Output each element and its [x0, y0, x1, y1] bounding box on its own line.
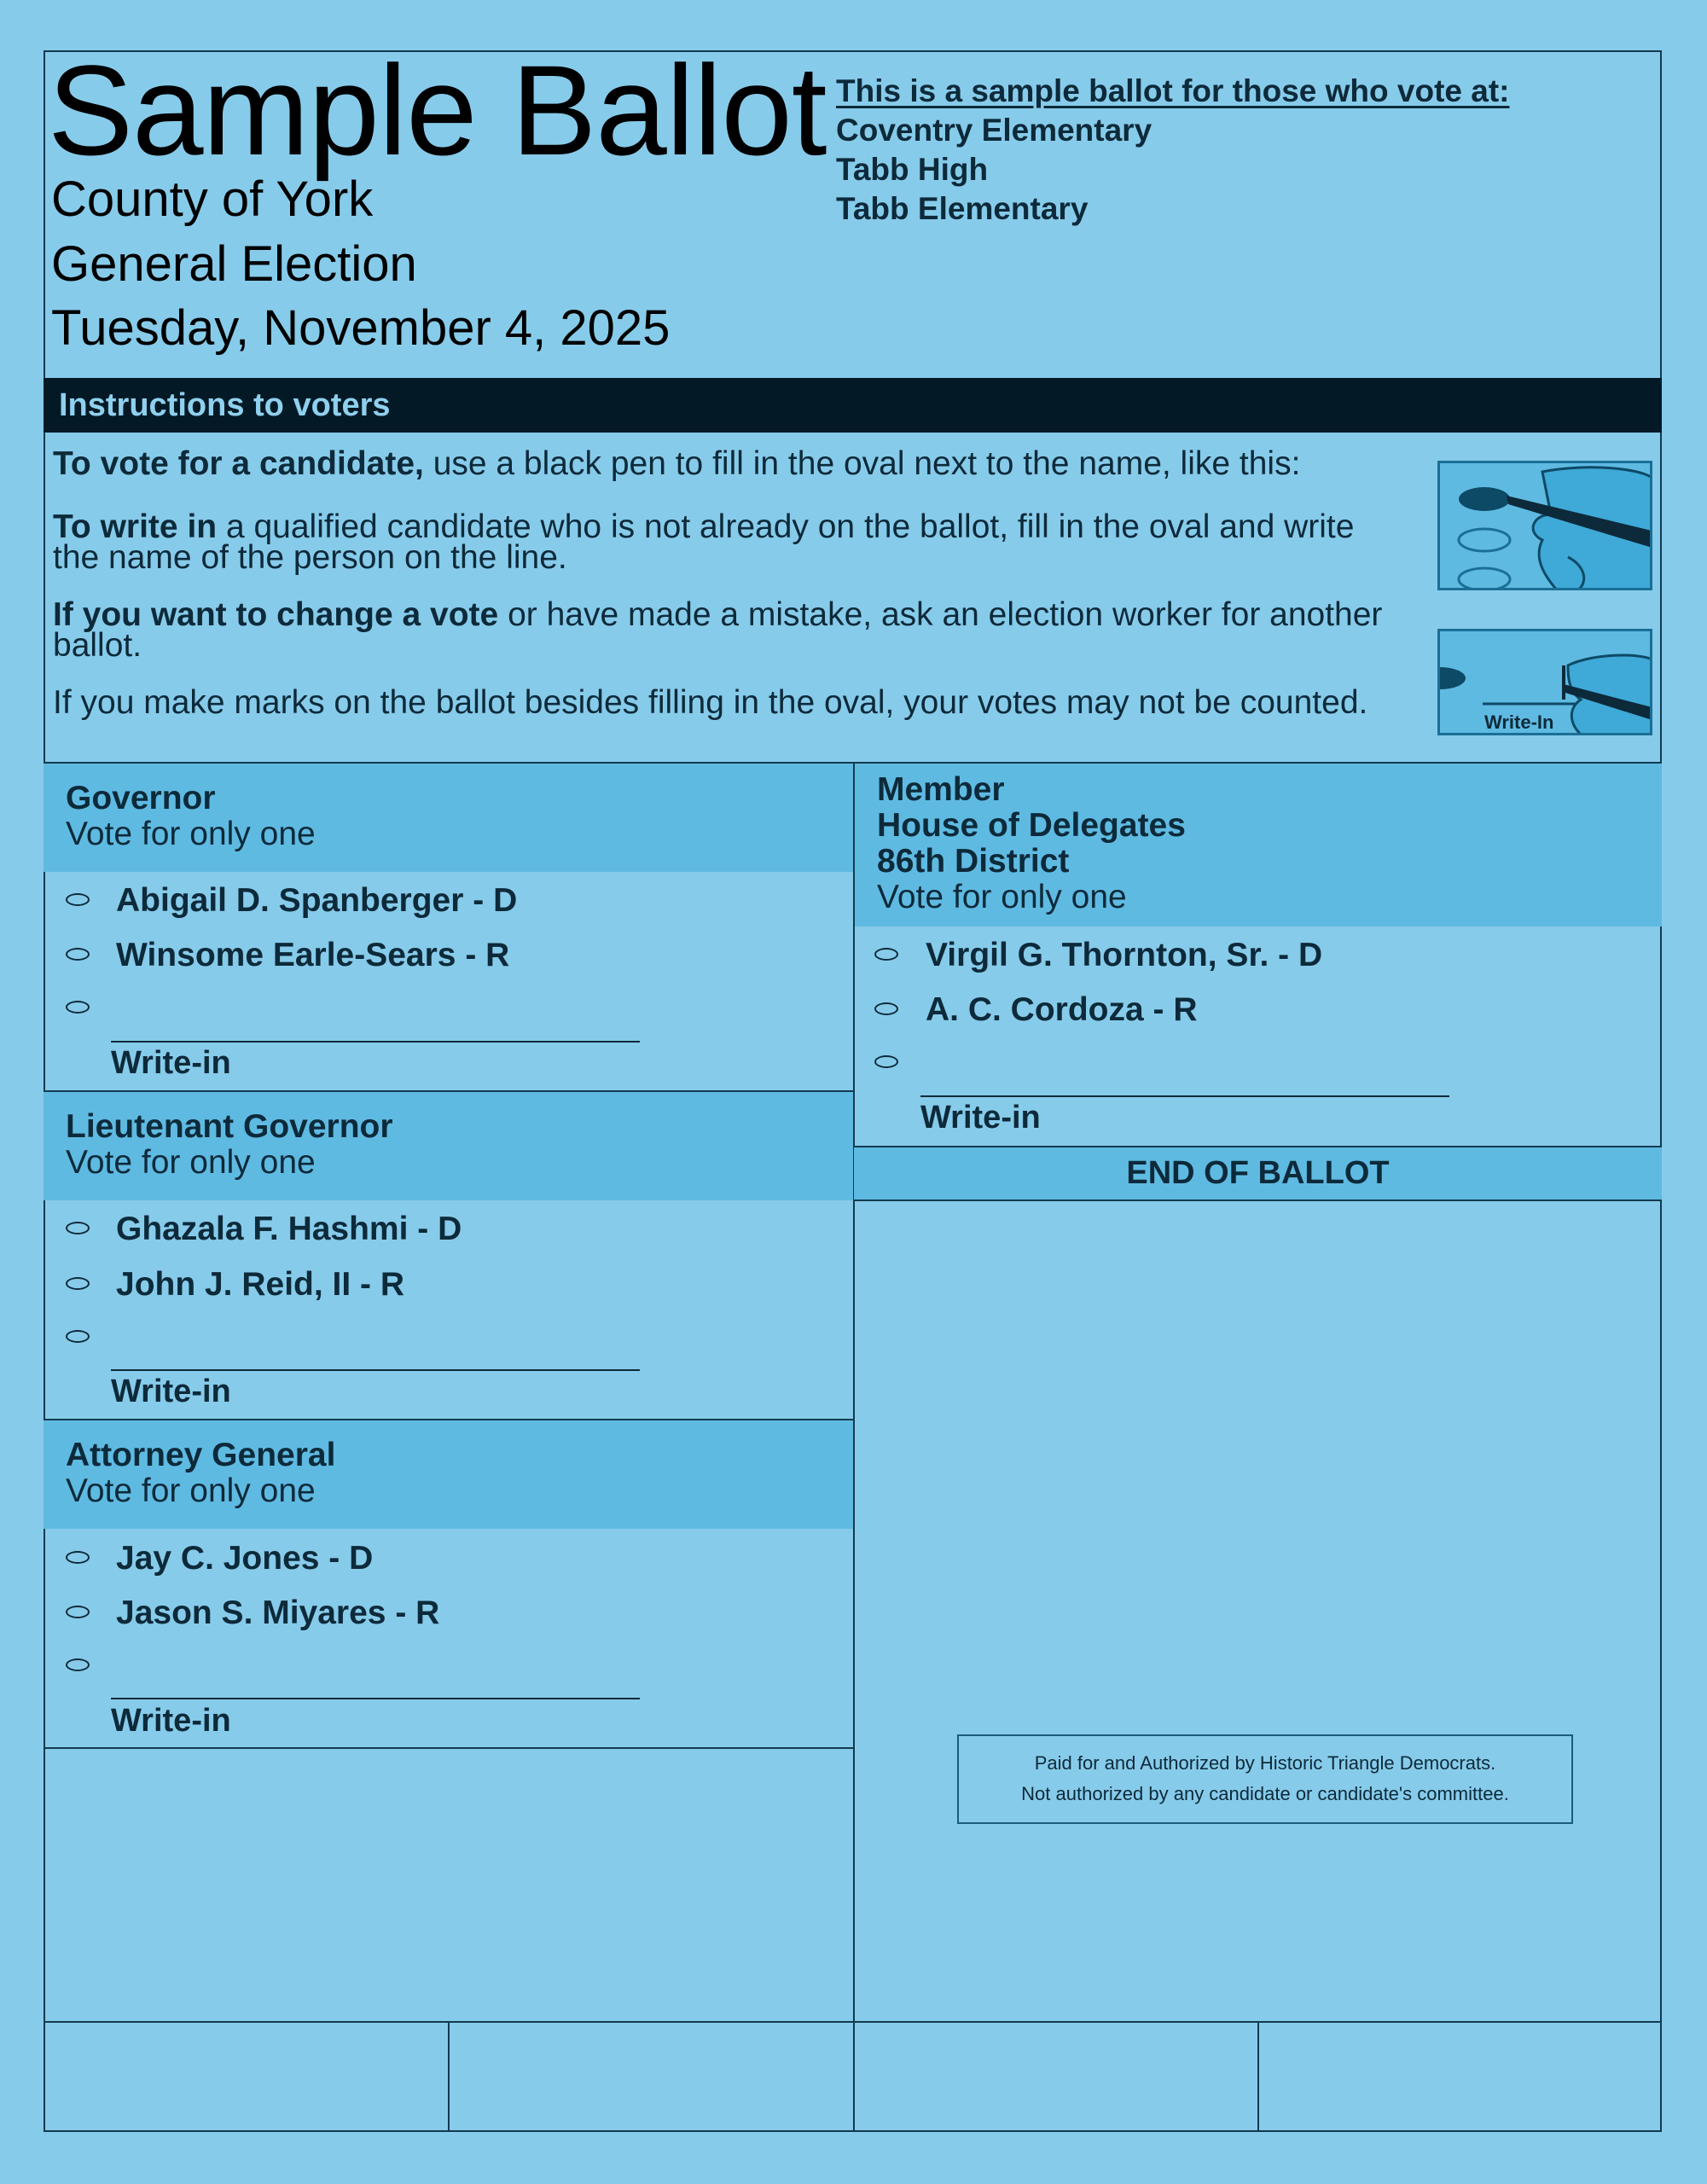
- divider: [853, 1199, 1662, 1201]
- instruction-write-in: [53, 508, 1384, 576]
- instructions-bar: Instructions to voters: [44, 378, 1662, 433]
- contest-delegates-header: [855, 764, 1662, 926]
- candidate-name: A. C. Cordoza - R: [926, 991, 1198, 1028]
- write-in-oval[interactable]: [66, 1658, 90, 1671]
- write-in-line[interactable]: [111, 1369, 640, 1371]
- instruction-text: or have made a mistake, ask an election worker for another ballot.: [53, 596, 1383, 664]
- instruction-bold: If you want to change a vote: [53, 596, 499, 633]
- fill-oval-example: [1437, 461, 1652, 590]
- write-in-oval[interactable]: [66, 1001, 90, 1014]
- candidate-name: Virgil G. Thornton, Sr. - D: [926, 937, 1323, 973]
- candidate-name: Jay C. Jones - D: [116, 1540, 374, 1577]
- disclaimer-line: Not authorized by any candidate or candidate's committee.: [1021, 1783, 1509, 1804]
- write-in-line[interactable]: [111, 1698, 640, 1699]
- write-in-label: Write-in: [111, 1703, 231, 1739]
- candidate-name: Jason S. Miyares - R: [116, 1594, 440, 1631]
- write-in-oval[interactable]: [874, 1055, 898, 1068]
- vote-oval[interactable]: [66, 948, 90, 961]
- vote-oval[interactable]: [66, 1277, 90, 1290]
- instruction-fill-oval: [53, 445, 1418, 482]
- precinct-item: Tabb High: [836, 152, 989, 187]
- write-in-example: [1437, 629, 1652, 735]
- contest-lt-governor-header: [44, 1092, 853, 1200]
- candidate-name: Ghazala F. Hashmi - D: [116, 1211, 462, 1247]
- ballot-title: Sample Ballot: [48, 38, 827, 182]
- precinct-heading: This is a sample ballot for those who vote at:: [836, 73, 1510, 108]
- contest-instruction: Vote for only one: [66, 1144, 316, 1181]
- instruction-change-vote: [53, 596, 1384, 664]
- election-date: Tuesday, November 4, 2025: [51, 300, 671, 356]
- contest-instruction: Vote for only one: [877, 879, 1127, 915]
- instruction-text: a qualified candidate who is not already on the ballot, fill in the oval and write the name of the person on the line.: [53, 508, 1355, 576]
- vote-oval[interactable]: [66, 1551, 90, 1564]
- write-in-oval[interactable]: [66, 1330, 90, 1343]
- contest-instruction: Vote for only one: [66, 816, 316, 852]
- write-in-label: Write-in: [111, 1374, 231, 1409]
- divider: [853, 762, 855, 2132]
- contest-title-line: 86th District: [877, 843, 1070, 880]
- vote-oval[interactable]: [874, 1002, 898, 1015]
- vote-oval[interactable]: [66, 1606, 90, 1618]
- disclaimer-line: Paid for and Authorized by Historic Triangle Democrats.: [1034, 1752, 1496, 1774]
- instruction-text: use a black pen to fill in the oval next to the name, like this:: [423, 445, 1301, 482]
- instruction-extra-marks: If you make marks on the ballot besides filling in the oval, your votes may not be counted.: [53, 684, 1368, 721]
- contest-title-line: House of Delegates: [877, 807, 1186, 844]
- candidate-name: Winsome Earle-Sears - R: [116, 937, 510, 973]
- contest-attorney-general-header: [44, 1420, 853, 1529]
- candidate-name: John J. Reid, II - R: [116, 1266, 405, 1303]
- contest-title: Attorney General: [66, 1437, 336, 1473]
- write-in-line[interactable]: [920, 1095, 1449, 1097]
- write-in-line[interactable]: [111, 1041, 640, 1043]
- divider: [44, 2021, 1662, 2023]
- contest-instruction: Vote for only one: [66, 1472, 316, 1509]
- divider: [448, 2021, 450, 2132]
- write-in-example-label: Write-In: [1484, 712, 1554, 733]
- election-name: General Election: [51, 236, 417, 292]
- vote-oval[interactable]: [874, 948, 898, 961]
- instruction-bold: To vote for a candidate,: [53, 445, 424, 482]
- write-in-label: Write-in: [111, 1045, 231, 1081]
- contest-title: Governor: [66, 780, 216, 816]
- paid-for-disclaimer: [957, 1734, 1573, 1824]
- contest-governor-header: [44, 764, 853, 872]
- end-of-ballot: END OF BALLOT: [854, 1147, 1662, 1199]
- write-in-label: Write-in: [920, 1100, 1041, 1136]
- vote-oval[interactable]: [66, 1222, 90, 1234]
- precinct-item: Coventry Elementary: [836, 113, 1153, 148]
- contest-title: Lieutenant Governor: [66, 1108, 393, 1145]
- candidate-name: Abigail D. Spanberger - D: [116, 882, 518, 919]
- vote-oval[interactable]: [66, 893, 90, 906]
- precinct-list: [836, 72, 1509, 229]
- hand-filling-oval-icon: [1440, 463, 1652, 590]
- precinct-item: Tabb Elementary: [836, 191, 1089, 226]
- contest-title-line: Member: [877, 771, 1005, 808]
- instruction-bold: To write in: [53, 508, 218, 545]
- divider: [44, 1747, 853, 1749]
- county-name: County of York: [51, 171, 374, 227]
- divider: [1257, 2021, 1259, 2132]
